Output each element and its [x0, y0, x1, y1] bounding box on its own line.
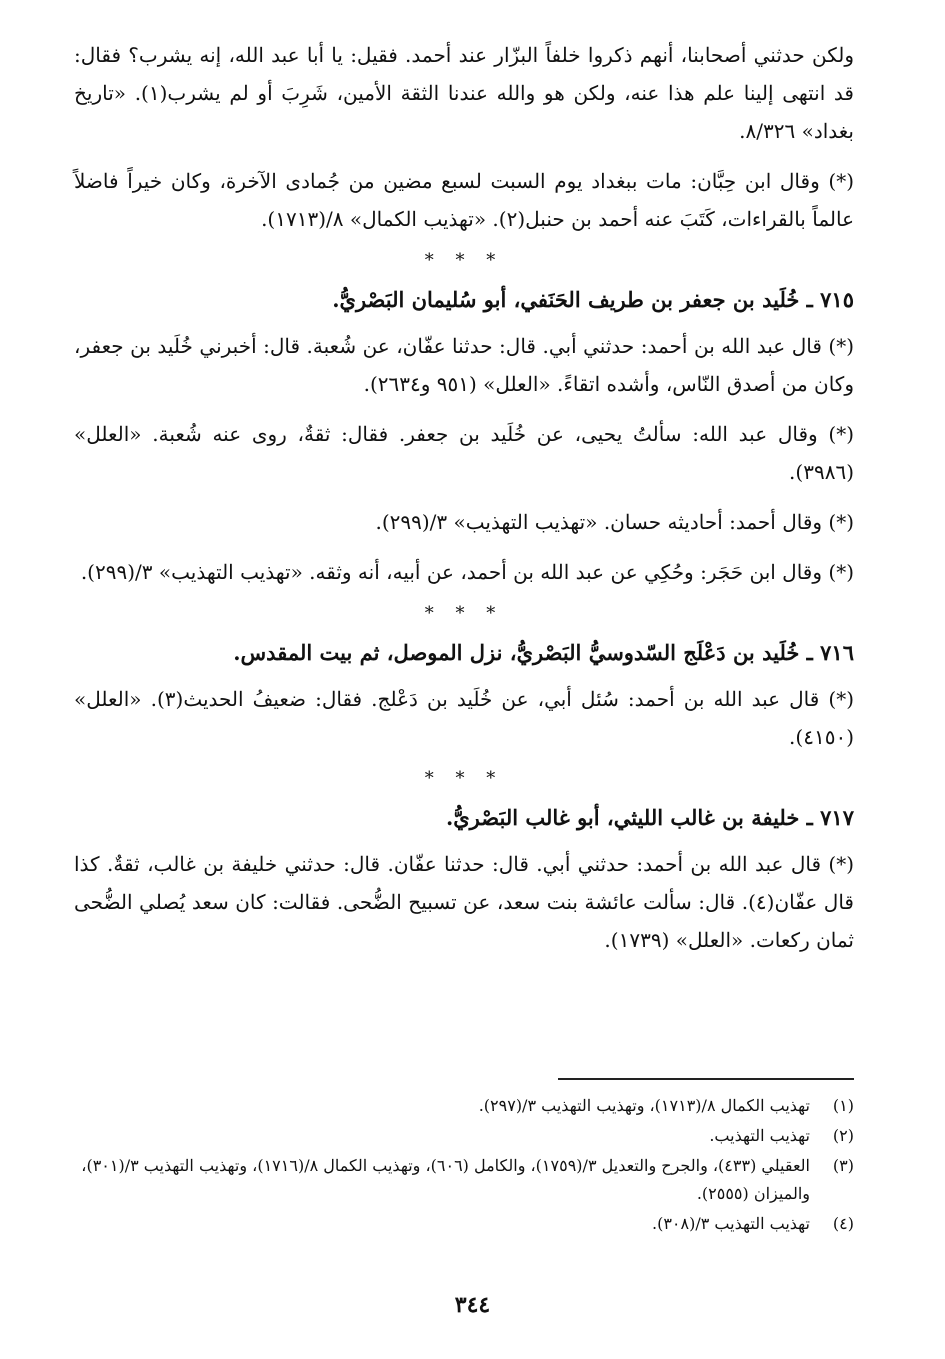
footnotes [74, 1092, 854, 1240]
page-number: ٣٤٤ [454, 1292, 491, 1318]
footnote-number: (١) [832, 1096, 854, 1115]
section-separator: * * * [424, 768, 504, 789]
footnote-item [74, 1092, 854, 1120]
footnote-text: تهذيب التهذيب ٣/(٣٠٨). [652, 1214, 810, 1233]
paragraph-khalaf-bazzar: ولكن حدثني أصحابنا، أنهم ذكروا خلفاً البزّار عند أحمد. فقيل: يا أبا عبد الله، إنه يشرب؟ فقال: قد انتهى إلينا علم هذا عنه، ولكن هو والله عندنا الثقة الأمين، شَرِبَ أو لم يشرب(١). «تاريخ بغداد» ٨/٣٢٦. [74, 43, 854, 143]
footnote-text: تهذيب الكمال ٨/(١٧١٣)، وتهذيب التهذيب ٣/(٢٩٧). [478, 1096, 810, 1115]
paragraph-715-ilal: (*) قال عبد الله بن أحمد: حدثني أبي. قال: حدثنا عفّان، عن شُعبة. قال: أخبرني خُلَيد بن جعفر، وكان من أصدق النّاس، وأشده اتقاءً. «العلل» (٩٥١ و٢٦٣٤). [74, 334, 854, 396]
footnote-number: (٢) [832, 1126, 854, 1145]
footnote-item [74, 1122, 854, 1150]
paragraph-717-ilal: (*) قال عبد الله بن أحمد: حدثني أبي. قال: حدثنا عفّان. قال: حدثني خليفة بن غالب، ثقةٌ. كذا قال عفّان(٤). قال: سألت عائشة بنت سعد، عن تسبيح الضُّحى. فقالت: كان سعد يُصلي الضُّحى ثمان ركعات. «العلل» (١٧٣٩). [74, 852, 854, 952]
entry-heading-717: ٧١٧ ـ خليفة بن غالب الليثي، أبو غالب البَصْريُّ. [445, 805, 854, 830]
paragraph-715-ahmad: (*) وقال أحمد: أحاديثه حسان. «تهذيب التهذيب» ٣/(٢٩٩). [375, 510, 854, 534]
paragraph-ibn-hibban: (*) وقال ابن حِبَّان: مات ببغداد يوم السبت لسبع مضين من جُمادى الآخرة، وكان خيراً فاضلاً عالماً بالقراءات، كَتَبَ عنه أحمد بن حنبل(٢). «تهذيب الكمال» ٨/(١٧١٣). [74, 169, 854, 231]
entry-heading-716: ٧١٦ ـ خُلَيد بن دَعْلَج السّدوسيُّ البَصْريُّ، نزل الموصل، ثم بيت المقدس. [233, 640, 854, 665]
footnote-rule [558, 1078, 854, 1080]
footnote-item [74, 1210, 854, 1238]
page-body [74, 36, 854, 971]
footnote-text: تهذيب التهذيب. [709, 1126, 810, 1145]
footnote-number: (٣) [832, 1156, 854, 1175]
paragraph-716-ilal: (*) قال عبد الله بن أحمد: سُئل أبي، عن خُلَيد بن دَعْلج. فقال: ضعيفُ الحديث(٣). «العلل» (٤١٥٠). [74, 687, 854, 749]
paragraph-715-ibn-hajar: (*) وقال ابن حَجَر: وحُكِي عن عبد الله بن أحمد، عن أبيه، أنه وثقه. «تهذيب التهذيب» ٣/(٢٩٩). [80, 560, 854, 584]
footnote-text: العقيلي (٤٣٣)، والجرح والتعديل ٣/(١٧٥٩)، والكامل (٦٠٦)، وتهذيب الكمال ٨/(١٧١٦)، وتهذيب التهذيب ٣/(٣٠١)، والميزان (٢٥٥٥). [81, 1156, 810, 1203]
section-separator: * * * [424, 250, 504, 271]
paragraph-715-yahya: (*) وقال عبد الله: سألتُ يحيى، عن خُلَيد بن جعفر. فقال: ثقةٌ، روى عنه شُعبة. «العلل» (٣٩٨٦). [74, 422, 854, 484]
entry-heading-715: ٧١٥ ـ خُلَيد بن جعفر بن طريف الحَنَفي، أبو سُليمان البَصْريُّ. [332, 287, 854, 312]
section-separator: * * * [424, 603, 504, 624]
footnote-item [74, 1152, 854, 1208]
footnote-number: (٤) [832, 1214, 854, 1233]
